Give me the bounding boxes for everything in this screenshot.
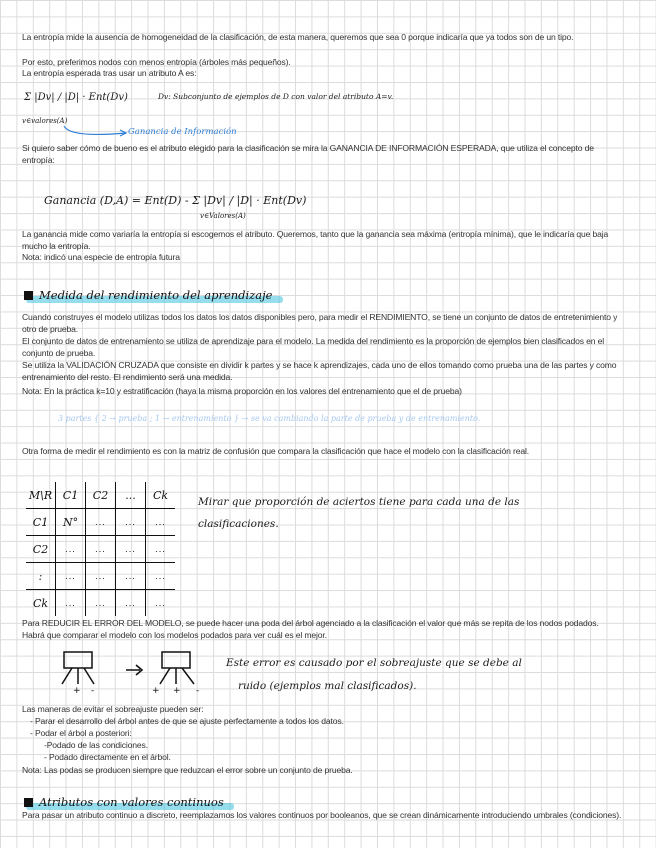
cm-cell: ...: [116, 590, 146, 617]
confusion-matrix: [26, 482, 175, 616]
svg-text:-: -: [196, 686, 200, 696]
svg-text:+: +: [73, 686, 81, 696]
cm-row-header: Ck: [26, 590, 56, 617]
svg-text:+: +: [173, 686, 181, 696]
blue-arrow-icon: [60, 122, 130, 140]
paragraph: La ganancia mide como variaría la entropía si escogemos el atributo. Queremos, tanto que la ganancia sea máxima (entropía mínima), que le indicaría que baja mucho la entropía.: [22, 229, 609, 251]
entropy-formula-subscript: v∈valores(A): [22, 117, 68, 125]
cm-cell: ...: [86, 536, 116, 563]
svg-text:+: +: [152, 686, 160, 696]
list-item: -Podado de las condiciones.: [44, 740, 148, 750]
paragraph: Para pasar un atributo continuo a discreto, reemplazamos los valores continuos por booleanos, que se crean dinámicamente introduciendo umbrales (condiciones).: [22, 810, 622, 820]
square-bullet-icon: [24, 798, 33, 807]
section-heading-text: Atributos con valores continuos: [39, 795, 224, 809]
tree-note: Este error es causado por el sobreajuste que se debe al: [226, 657, 522, 669]
cm-col-header: ...: [116, 482, 146, 509]
cm-note: Mirar que proporción de aciertos tiene para cada una de las: [198, 496, 520, 508]
square-bullet-icon: [24, 291, 33, 300]
cm-cell: ...: [86, 509, 116, 536]
pruning-tree-sketch: [56, 650, 216, 696]
paragraph: Se utiliza la VALIDACIÓN CRUZADA que consiste en dividir k partes y se hace k aprendizajes, cada uno de ellos tomando como prueba una de las partes y como entrenamiento del resto. El rendimiento será una medida.: [22, 360, 617, 382]
cm-col-header: C1: [56, 482, 86, 509]
list-item: - Podar el árbol a posteriori:: [30, 728, 132, 738]
gain-formula: Ganancia (D,A) = Ent(D) - Σ |Dv| / |D| · Ent(Dv): [44, 194, 307, 207]
paragraph: Las maneras de evitar el sobreajuste pueden ser:: [22, 704, 204, 714]
list-item: - Parar el desarrollo del árbol antes de que se ajuste perfectamente a todos los datos.: [30, 716, 344, 726]
paragraph: Nota: Las podas se producen siempre que reduzcan el error sobre un conjunto de prueba.: [22, 765, 353, 775]
tree-note: ruido (ejemplos mal clasificados).: [238, 680, 417, 692]
cm-cell: ...: [56, 563, 86, 590]
cm-cell: ...: [56, 536, 86, 563]
paragraph: Nota: indicó una especie de entropía futura: [22, 252, 180, 262]
ganancia-annotation: Ganancia de Información: [128, 127, 237, 137]
kfold-faint-note: 3 partes { 2 → prueba ; 1 → entrenamiento } → se va cambiando la parte de prueba y de entrenamiento.: [58, 414, 481, 423]
entropy-formula: Σ |Dv| / |D| · Ent(Dv): [24, 92, 128, 103]
dv-definition-note: Dv: Subconjunto de ejemplos de D con valor del atributo A=v.: [158, 92, 394, 101]
gain-formula-subscript: v∈Valores(A): [200, 212, 246, 220]
section-heading: [24, 795, 224, 809]
paragraph: Otra forma de medir el rendimiento es con la matriz de confusión que compara la clasificación que hace el modelo con la clasificación real.: [22, 446, 529, 456]
paragraph: Para REDUCIR EL ERROR DEL MODELO, se puede hacer una poda del árbol agenciado a la clasificación el valor que más se repita de los nodos podados. Habrá que comparar el modelo con los modelos podados para ver cuál es el mejor.: [22, 618, 599, 640]
cm-col-header: C2: [86, 482, 116, 509]
cm-cell: N°: [56, 509, 86, 536]
cm-note: clasificaciones.: [198, 518, 279, 530]
cm-cell: ...: [116, 563, 146, 590]
cm-cell: ...: [116, 536, 146, 563]
cm-cell: ...: [146, 509, 176, 536]
paragraph: Nota: En la práctica k=10 y estratificación (haya la misma proporción en los valores del entrenamiento que el de prueba): [22, 386, 462, 396]
cm-cell: ...: [86, 590, 116, 617]
cm-row-header: C1: [26, 509, 56, 536]
cm-cell: ...: [146, 590, 176, 617]
cm-row-header: C2: [26, 536, 56, 563]
cm-cell: ...: [116, 509, 146, 536]
paragraph: El conjunto de datos de entrenamiento se utiliza de aprendizaje para el modelo. La medida del rendimiento es la proporción de ejemplos bien clasificados en el conjunto de prueba.: [22, 336, 605, 358]
paragraph: Si quiero saber cómo de bueno es el atributo elegido para la clasificación se mira la GANANCIA DE INFORMACIÓN ESPERADA, que utiliza el concepto de entropía:: [22, 143, 594, 165]
paragraph: La entropía mide la ausencia de homogeneidad de la clasificación, de esta manera, queremos que sea 0 porque indicaría que ya todos son de un tipo.: [22, 32, 574, 42]
svg-text:-: -: [91, 686, 95, 696]
list-item: - Podado directamente en el árbol.: [44, 752, 171, 762]
paragraph: Cuando construyes el modelo utilizas todos los datos los datos disponibles pero, para medir el RENDIMIENTO, se tiene un conjunto de datos de entretenimiento y otro de prueba.: [22, 312, 618, 334]
section-heading: [24, 288, 273, 302]
cm-corner: M\R: [26, 482, 56, 509]
cm-col-header: Ck: [146, 482, 176, 509]
cm-cell: ...: [146, 563, 176, 590]
paragraph: Por esto, preferimos nodos con menos entropía (árboles más pequeños).: [22, 57, 291, 67]
section-heading-text: Medida del rendimiento del aprendizaje: [39, 288, 273, 302]
cm-cell: ...: [56, 590, 86, 617]
cm-cell: ...: [146, 536, 176, 563]
cm-row-header: :: [26, 563, 56, 590]
paragraph: La entropía esperada tras usar un atributo A es:: [22, 68, 197, 78]
cm-cell: ...: [86, 563, 116, 590]
